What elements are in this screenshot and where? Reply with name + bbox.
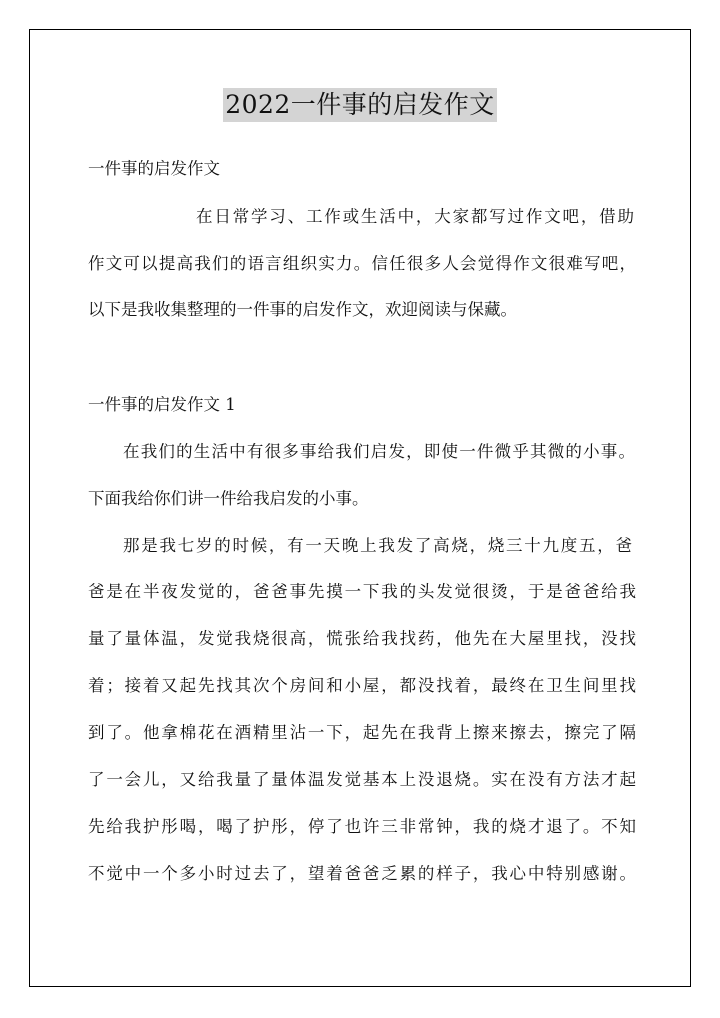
paragraph2-line-2: 爸是在半夜发觉的，爸爸事先摸一下我的头发觉很烫，于是爸爸给我 <box>88 582 636 601</box>
paragraph2-line-3: 量了量体温，发觉我烧很高，慌张给我找药，他先在大屋里找，没找 <box>88 629 636 648</box>
paragraph1-line-1: 在我们的生活中有很多事给我们启发，即使一件微乎其微的小事。 <box>123 442 635 461</box>
intro-line-2: 作文可以提高我们的语言组织实力。信任很多人会觉得作文很难写吧， <box>88 254 636 273</box>
paragraph2-line-5: 到了。他拿棉花在酒精里沾一下，起先在我背上擦来擦去，擦完了隔 <box>88 723 636 742</box>
paragraph2-line-7: 先给我护彤喝，喝了护彤，停了也许三非常钟，我的烧才退了。不知 <box>88 817 636 836</box>
intro-line-1: 在日常学习、工作或生活中，大家都写过作文吧，借助 <box>196 207 634 226</box>
paragraph1-line-2: 下面我给你们讲一件给我启发的小事。 <box>88 489 369 508</box>
paragraph2-line-8: 不觉中一个多小时过去了，望着爸爸乏累的样子，我心中特别感谢。 <box>88 864 636 883</box>
section-heading: 一件事的启发作文 1 <box>88 395 236 414</box>
paragraph2-line-6: 了一会儿，又给我量了量体温发觉基本上没退烧。实在没有方法才起 <box>88 770 636 789</box>
paragraph2-line-1: 那是我七岁的时候，有一天晚上我发了高烧，烧三十九度五，爸 <box>123 536 632 555</box>
document-title: 2022一件事的启发作文 <box>223 88 497 122</box>
intro-line-3: 以下是我收集整理的一件事的启发作文，欢迎阅读与保藏。 <box>88 300 517 319</box>
title-container <box>0 88 720 122</box>
paragraph2-line-4: 着；接着又起先找其次个房间和小屋，都没找着，最终在卫生间里找 <box>88 676 636 695</box>
document-heading: 一件事的启发作文 <box>88 159 220 178</box>
